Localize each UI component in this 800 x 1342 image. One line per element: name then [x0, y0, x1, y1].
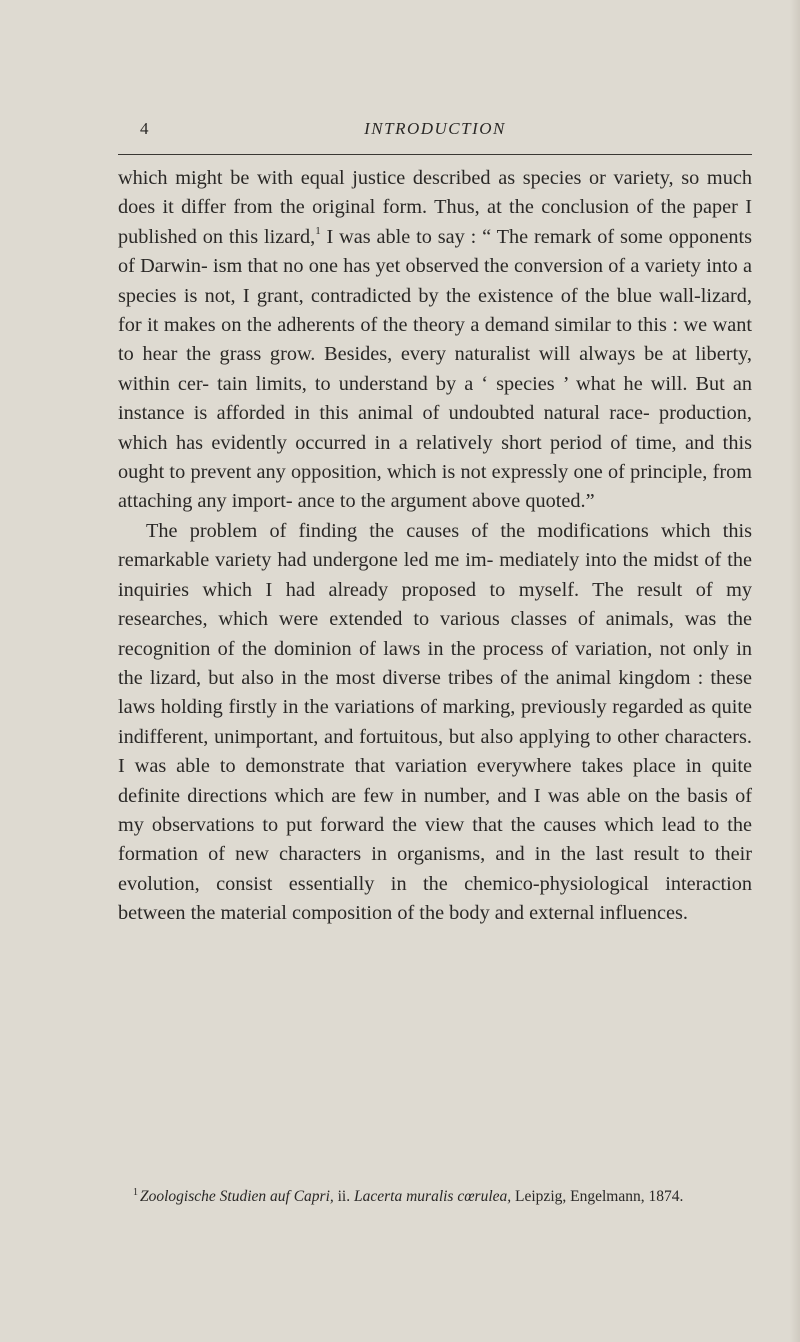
paragraph-1-text-b: I was able to say : “ The remark of some opponents of Darwin- ism that no one has yet observed the conversion of a variety into a species is not, I grant, contradicted by the existence of the blue wall-lizard, for it makes on the adherents of the theory a demand similar to this : we want to hear the grass grow. Besides, every naturalist will always be at liberty, within cer- tain limits, to understand by a ‘ species ’ what he will. But an instance is afforded in this animal of undoubted natural race- production, which has evidently occurred in a relatively short period of time, and this ought to prevent any opposition, which is not expressly one of principle, from attaching any import- ance to the argument above quoted.” [118, 225, 752, 513]
header-rule [118, 154, 752, 155]
footnote-title: Zoologische Studien auf Capri, [140, 1188, 334, 1205]
footnote-mark [118, 1187, 138, 1207]
footnote-number: 1 [133, 1187, 138, 1198]
running-title: INTRODUCTION [364, 119, 506, 138]
page-number: 4 [140, 119, 149, 138]
footnote-part: ii. [333, 1188, 354, 1205]
paragraph-continuation [118, 164, 752, 517]
footnote-reference: 1 [315, 224, 321, 237]
page-header [118, 119, 752, 145]
paragraph-1-text-a: which might be with equal justice described as species or variety, so much does it differ from the original form. Thus, at the conclusion of the paper I published on this lizard, [118, 167, 752, 248]
footnote-species: Lacerta muralis cœrulea, [354, 1188, 512, 1205]
page-edge-shadow [790, 0, 800, 1342]
footnote [118, 1187, 752, 1207]
body-text [118, 164, 752, 929]
paragraph-2: The problem of finding the causes of the modifications which this remarkable variety had undergone led me im- mediately into the midst of the inquiries which I had already proposed to myself. The result of my researches, which were extended to various classes of animals, was the recognition of the dominion of laws in the process of variation, not only in the lizard, but also in the most diverse tribes of the animal kingdom : these laws holding firstly in the variations of marking, previously regarded as quite indifferent, unimportant, and fortuitous, but also applying to other characters. I was able to demonstrate that variation everywhere takes place in quite definite directions which are few in number, and I was able on the basis of my observations to put forward the view that the causes which lead to the formation of new characters in organisms, and in the last result to their evolution, consist essentially in the chemico-physiological interaction between the material composition of the body and external influences. [118, 519, 752, 925]
footnote-publisher: Leipzig, Engelmann, 1874. [511, 1188, 684, 1205]
